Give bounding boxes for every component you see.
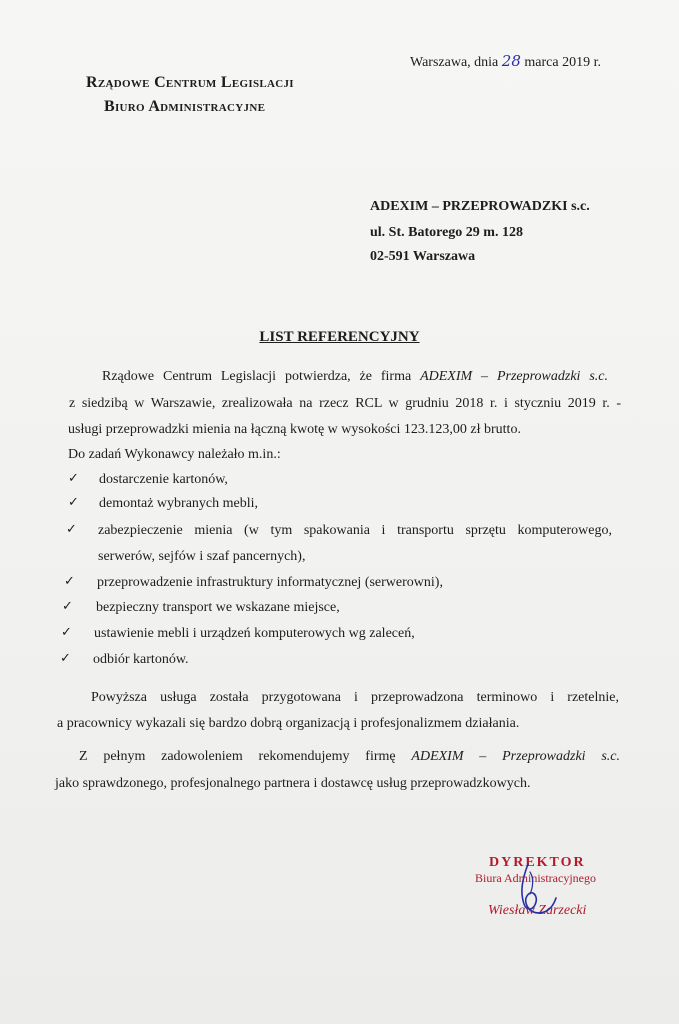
task-item: odbiór kartonów.: [93, 652, 189, 667]
para1-line4: Do zadań Wykonawcy należało m.in.:: [68, 447, 281, 462]
sender-name: Rządowe Centrum Legislacji: [86, 74, 294, 91]
task-item-continuation: serwerów, sejfów i szaf pancernych),: [98, 549, 306, 564]
task-item: bezpieczny transport we wskazane miejsce,: [96, 600, 340, 615]
recipient-city: 02-591 Warszawa: [370, 249, 476, 264]
stamp-title: DYREKTOR: [489, 855, 586, 870]
check-icon: ✓: [60, 651, 71, 666]
sender-department: Biuro Administracyjne: [104, 98, 266, 115]
check-icon: ✓: [61, 625, 72, 640]
check-icon: ✓: [64, 574, 75, 589]
para1-line1: Rządowe Centrum Legislacji potwierdza, że firma ADEXIM – Przeprowadzki s.c.: [102, 369, 608, 384]
letter-title: LIST REFERENCYJNY: [259, 329, 420, 345]
check-icon: ✓: [68, 495, 79, 510]
stamp-department: Biura Administracyjnego: [475, 871, 596, 885]
para2-line1: Powyższa usługa została przygotowana i przeprowadzona terminowo i rzetelnie,: [91, 690, 619, 705]
task-item: demontaż wybranych mebli,: [99, 496, 259, 511]
para3-line2: jako sprawdzonego, profesjonalnego partnera i dostawcę usług przeprowadzkowych.: [55, 776, 531, 791]
para3-line1: Z pełnym zadowoleniem rekomendujemy firmę ADEXIM – Przeprowadzki s.c.: [79, 749, 620, 764]
para1-line2: z siedzibą w Warszawie, zrealizowała na rzecz RCL w grudniu 2018 r. i styczniu 2019 r. -: [69, 396, 621, 411]
recipient-street: ul. St. Batorego 29 m. 128: [370, 225, 523, 240]
task-item: przeprowadzenie infrastruktury informatycznej (serwerowni),: [97, 575, 443, 590]
stamp-signatory: Wiesław Zarzecki: [488, 903, 587, 918]
check-icon: ✓: [66, 522, 77, 537]
check-icon: ✓: [62, 599, 73, 614]
letter-date: Warszawa, dnia 28 marca 2019 r.: [410, 52, 601, 70]
task-item: dostarczenie kartonów,: [99, 472, 228, 487]
check-icon: ✓: [68, 471, 79, 486]
handwritten-day: 28: [501, 52, 521, 70]
task-item: ustawienie mebli i urządzeń komputerowych wg zaleceń,: [94, 626, 415, 641]
para2-line2: a pracownicy wykazali się bardzo dobrą organizacją i profesjonalizmem działania.: [57, 716, 520, 731]
para1-line3: usługi przeprowadzki mienia na łączną kwotę w wysokości 123.123,00 zł brutto.: [68, 422, 521, 437]
handwritten-signature: [500, 858, 570, 928]
task-item: zabezpieczenie mienia (w tym spakowania i transportu sprzętu komputerowego,: [98, 523, 612, 538]
recipient-company: ADEXIM – PRZEPROWADZKI s.c.: [370, 199, 590, 214]
